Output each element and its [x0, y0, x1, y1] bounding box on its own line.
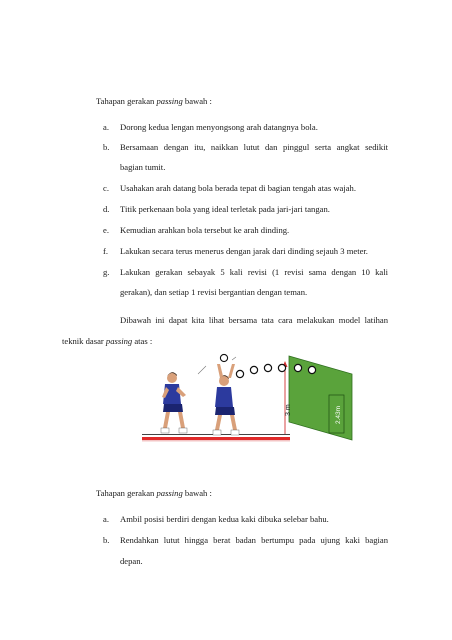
list-item: Usahakan arah datang bola berada tepat di bagian tengah atas wajah.	[120, 183, 356, 193]
list-item-continuation: bagian tumit.	[120, 162, 166, 172]
floor-line-shadow	[142, 440, 290, 442]
list-label: e.	[103, 225, 109, 235]
ball	[220, 354, 227, 361]
list-item-continuation: gerakan), dan setiap 1 revisi bergantian dengan teman.	[120, 287, 308, 297]
list-item-continuation: depan.	[120, 556, 143, 566]
list-item: Ambil posisi berdiri dengan kedua kaki dibuka selebar bahu.	[120, 514, 329, 524]
heading-text: bawah :	[182, 96, 212, 106]
list-label: g.	[103, 267, 110, 277]
passing-drill-illustration	[140, 352, 356, 456]
list-item: Dorong kedua lengan menyongsong arah datangnya bola.	[120, 122, 318, 132]
list-label: b.	[103, 535, 110, 545]
section2-heading	[96, 488, 212, 499]
list-label: b.	[103, 142, 110, 152]
player-2	[213, 364, 239, 435]
wall-height-label: 2.43m	[335, 405, 342, 424]
list-item: Lakukan gerakan sebayak 5 kali revisi (1 revisi sama dengan 10 kali	[120, 267, 388, 277]
intro-emphasis: passing	[105, 336, 133, 346]
intro-line	[62, 336, 152, 347]
list-item: Lakukan secara terus menerus dengan jarak dari dinding sejauh 3 meter.	[120, 246, 368, 256]
ball	[250, 366, 257, 373]
ball	[294, 364, 301, 371]
list-item: Bersamaan dengan itu, naikkan lutut dan pinggul serta angkat sedikit	[120, 142, 388, 152]
list-item: Kemudian arahkan bola tersebut ke arah dinding.	[120, 225, 290, 235]
heading-text: Tahapan gerakan	[96, 488, 157, 498]
height-label: 3 m	[285, 404, 292, 416]
ball	[278, 364, 285, 371]
list-item: Rendahkan lutut hingga berat badan bertumpu pada ujung kaki bagian	[120, 535, 388, 545]
list-item: Titik perkenaan bola yang ideal terletak pada jari-jari tangan.	[120, 204, 330, 214]
ball	[264, 364, 271, 371]
heading-emphasis: passing	[156, 96, 183, 106]
heading-text: bawah :	[182, 488, 212, 498]
ball	[308, 366, 315, 373]
ball	[236, 370, 243, 377]
list-label: d.	[103, 204, 110, 214]
heading-text: Tahapan gerakan	[96, 96, 157, 106]
list-label: a.	[103, 514, 109, 524]
intro-text: atas :	[132, 336, 153, 346]
player-1	[161, 372, 187, 433]
intro-line: Dibawah ini dapat kita lihat bersama tata cara melakukan model latihan	[120, 315, 388, 325]
heading-emphasis: passing	[156, 488, 183, 498]
section1-heading	[96, 96, 212, 107]
floor-line	[142, 437, 290, 440]
list-label: c.	[103, 183, 109, 193]
intro-text: teknik dasar	[62, 336, 106, 346]
list-label: a.	[103, 122, 109, 132]
list-label: f.	[103, 246, 109, 256]
